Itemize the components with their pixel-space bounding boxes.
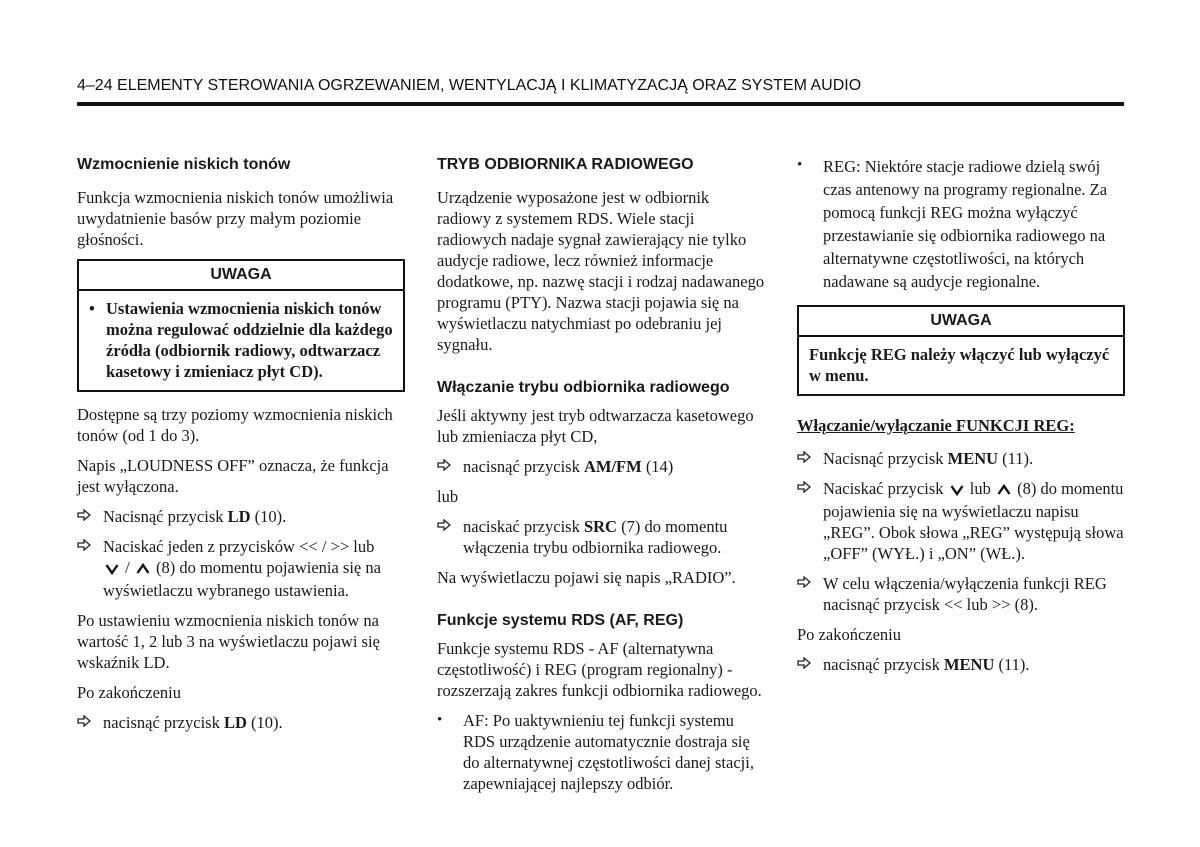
after-finish-label: Po zakończeniu: [77, 683, 182, 702]
arrow-right-icon: [77, 506, 103, 527]
chevron-down-icon: [950, 480, 964, 501]
chevron-down-icon: [105, 559, 119, 580]
bullet-dot: •: [797, 157, 803, 173]
subheading-radio-on: Włączanie trybu odbiornika radiowego: [437, 379, 730, 396]
step-ld-finish: nacisnąć przycisk LD (10).: [77, 712, 405, 733]
step-reg-select: Naciskać przycisk lub (8) do momentu pojawienia się na wyświetlaczu napisu „REG”. Obok słowa „REG” występują słowa „OFF” (WYŁ.) i „ON” (WŁ.).: [797, 478, 1125, 564]
arrow-right-icon: [797, 654, 823, 675]
arrow-right-icon: [77, 536, 103, 601]
section-heading-bass: Wzmocnienie niskich tonów: [77, 156, 291, 173]
arrow-right-icon: [797, 573, 823, 615]
bullet-dot: •: [89, 299, 95, 318]
chevron-up-icon: [997, 480, 1011, 501]
ld-indicator-note: Po ustawieniu wzmocnienia niskich tonów na wartość 1, 2 lub 3 na wyświetlaczu pojawi się wskaźnik LD.: [77, 611, 380, 672]
bass-levels: Dostępne są trzy poziomy wzmocnienia niskich tonów (od 1 do 3).: [77, 405, 393, 445]
warning-text: Funkcję REG należy włączyć lub wyłączyć w menu.: [809, 345, 1110, 385]
bullet-af: • AF: Po uaktywnieniu tej funkcji systemu RDS urządzenie automatycznie dostraja się do alternatywnej częstotliwości danej stacji, zapewniającej najlepszy odbiór.: [437, 711, 754, 793]
page-header: 4–24 ELEMENTY STEROWANIA OGRZEWANIEM, WENTYLACJĄ I KLIMATYZACJĄ ORAZ SYSTEM AUDIO: [77, 76, 1124, 106]
arrow-right-icon: [797, 478, 823, 564]
radio-on-condition: Jeśli aktywny jest tryb odtwarzacza kasetowego lub zmieniacza płyt CD,: [437, 406, 754, 446]
column-2: [437, 155, 767, 803]
subheading-rds: Funkcje systemu RDS (AF, REG): [437, 612, 684, 629]
warning-text: Ustawienia wzmocnienia niskich tonów można regulować oddzielnie dla każdego źródła (odbiornik radiowy, odtwarzacz kasetowy i zmieniacz płyt CD).: [106, 299, 393, 381]
radio-intro: Urządzenie wyposażone jest w odbiornik radiowy z systemem RDS. Wiele stacji radiowych nadaje sygnał zawierający nie tylko audycje radiowe, lecz również informacje dodatkowe, np. nazwę stacji i rodzaj nadawanego programu (PTY). Nazwa stacji pojawia się na wyświetlaczu natychmiast po odebraniu jej sygnału.: [437, 188, 765, 354]
section-heading-reg: Włączanie/wyłączanie FUNKCJI REG:: [797, 416, 1075, 435]
loudness-off-note: Napis „LOUDNESS OFF” oznacza, że funkcja jest wyłączona.: [77, 456, 389, 496]
bullet-reg: • REG: Niektóre stacje radiowe dzielą swój czas antenowy na programy regionalne. Za pomocą funkcji REG można wyłączyć przestawianie się odbiornika radiowego na alternatywne częstotliwości, na których nadawane są audycje regionalne.: [797, 157, 1108, 291]
section-heading-radio: TRYB ODBIORNIKA RADIOWEGO: [437, 156, 694, 173]
warning-title: UWAGA: [79, 261, 403, 291]
arrow-right-icon: [437, 456, 463, 477]
chevron-up-icon: [136, 559, 150, 580]
warning-title: UWAGA: [799, 307, 1123, 337]
step-src-press: naciskać przycisk SRC (7) do momentu włączenia trybu odbiornika radiowego.: [437, 516, 767, 558]
warning-box-bass: [77, 259, 405, 392]
bass-intro: Funkcja wzmocnienia niskich tonów umożliwia uwydatnienie basów przy małym poziomie głośności.: [77, 188, 394, 249]
arrow-right-icon: [77, 712, 103, 733]
rds-intro: Funkcje systemu RDS - AF (alternatywna częstotliwość) i REG (program regionalny) - rozszerzają zakres funkcji odbiornika radiowego.: [437, 639, 762, 700]
step-reg-toggle: W celu włączenia/wyłączenia funkcji REG nacisnąć przycisk << lub >> (8).: [797, 573, 1125, 615]
bullet-dot: •: [437, 712, 443, 728]
column-3: [797, 155, 1125, 684]
arrow-right-icon: [797, 448, 823, 469]
step-menu-press: Nacisnąć przycisk MENU (11).: [797, 448, 1125, 469]
radio-display-note: Na wyświetlaczu pojawi się napis „RADIO”.: [437, 568, 736, 587]
after-finish-label: Po zakończeniu: [797, 625, 902, 644]
step-menu-finish: nacisnąć przycisk MENU (11).: [797, 654, 1125, 675]
step-bass-adjust: Naciskać jeden z przycisków << / >> lub / (8) do momentu pojawienia się na wyświetlaczu wybranego ustawienia.: [77, 536, 405, 601]
arrow-right-icon: [437, 516, 463, 558]
or-label: lub: [437, 487, 459, 506]
warning-box-reg: [797, 305, 1125, 396]
step-ld-press: Nacisnąć przycisk LD (10).: [77, 506, 405, 527]
column-1: [77, 155, 405, 742]
step-amfm-press: nacisnąć przycisk AM/FM (14): [437, 456, 767, 477]
